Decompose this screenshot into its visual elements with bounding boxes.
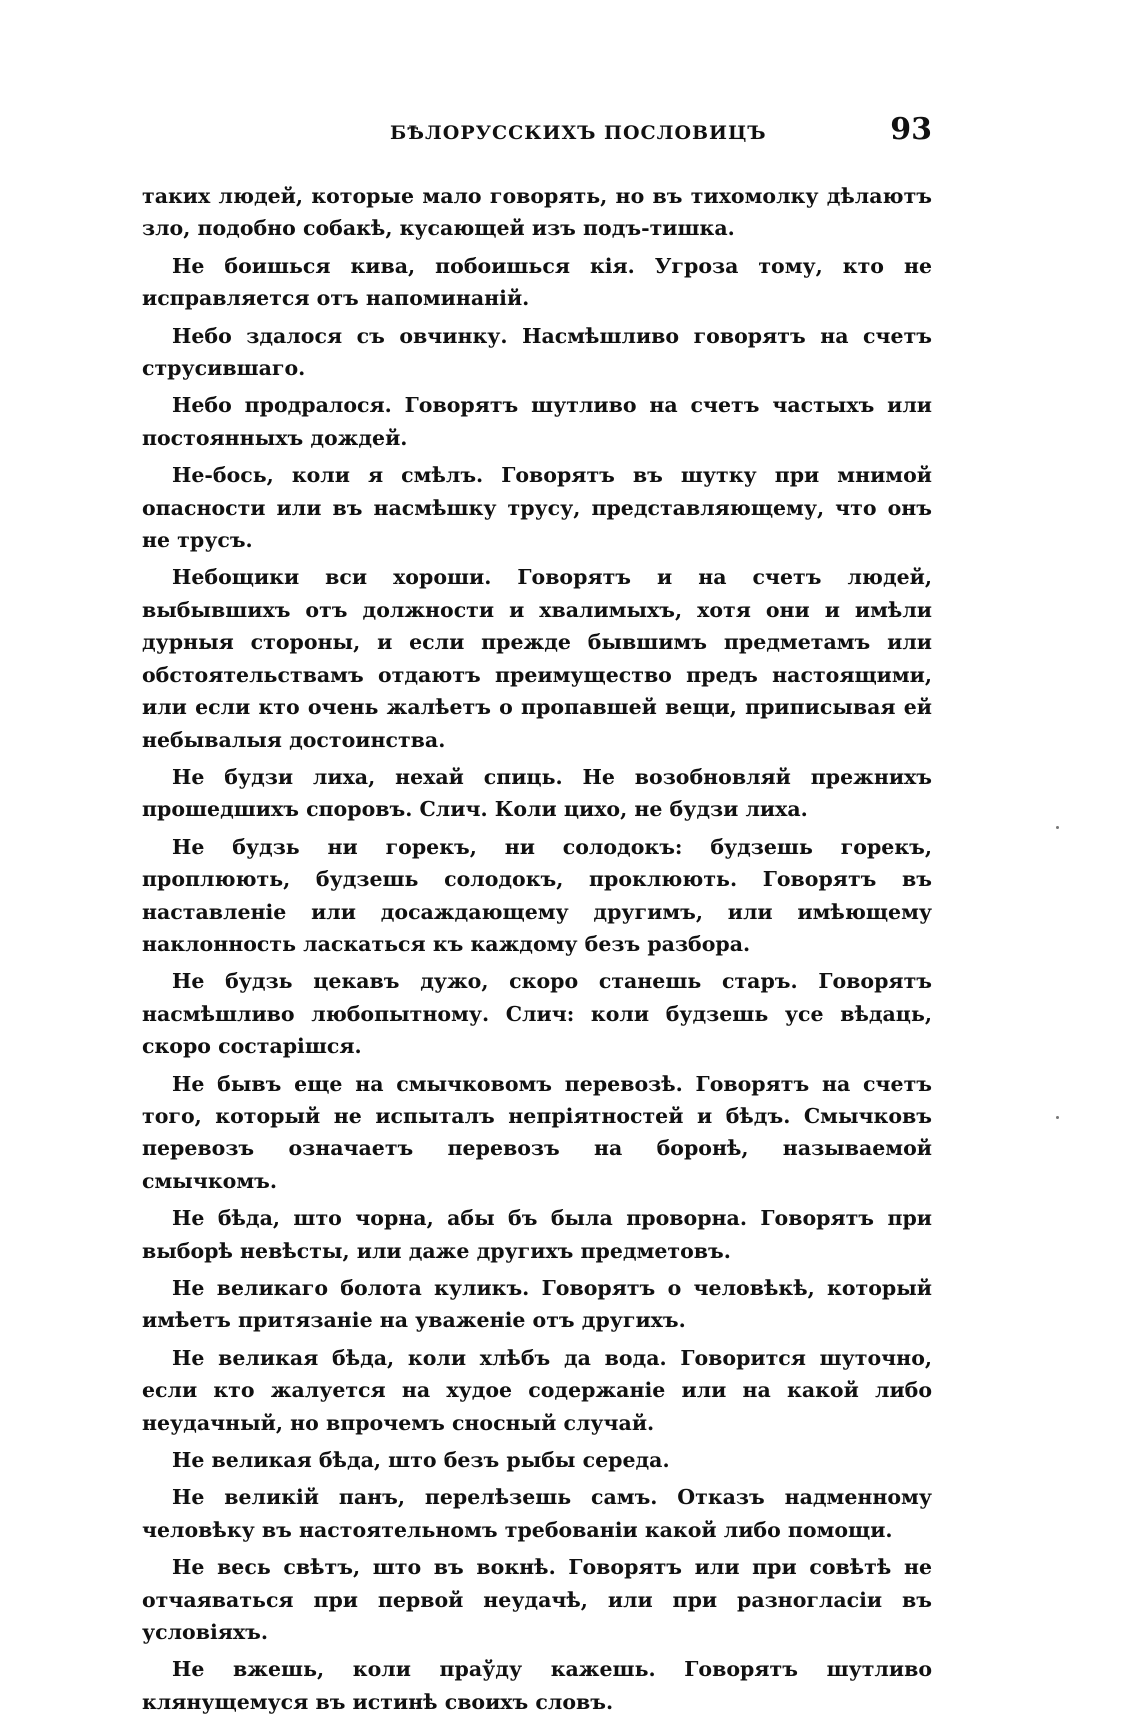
proverb-entry: Небощики вси хороши. Говорятъ и на счетъ людей, выбывшихъ отъ должности и хвалимыхъ, хотя они и имѣли дурныя стороны, и если прежде бывшимъ предметамъ или обстоятельствамъ отдаютъ преимущество предъ настоящими, или если кто очень жалѣетъ о пропавшей вещи, приписывая ей небывалыя достоинства. — [142, 565, 932, 752]
proverb-entry: Не великая бѣда, коли хлѣбъ да вода. Говорится шуточно, если кто жалуется на худое содержаніе или на какой либо неудачный, но впрочемъ сносный случай. — [142, 1345, 932, 1435]
proverb-entry: Не будзь ни горекъ, ни солодокъ: будзешь горекъ, проплюють, будзешь солодокъ, проклюють. Говорятъ въ наставленіе или досаждающему другимъ, или имѣющему наклонность ласкаться къ каждому безъ разбора. — [142, 834, 932, 956]
running-title: БѢЛОРУССКИХЪ ПОСЛОВИЦЪ — [390, 122, 767, 144]
proverb-entry: Не бѣда, што чорна, абы бъ была проворна. Говорятъ при выборѣ невѣсты, или даже другихъ предметовъ. — [142, 1206, 932, 1263]
proverb-entry: Не великій панъ, перелѣзешь самъ. Отказъ надменному человѣку въ настоятельномъ требованіи какой либо помощи. — [142, 1485, 932, 1542]
proverb-entry: Не боишься кива, побоишься кія. Угроза тому, кто не исправляется отъ напоминаній. — [142, 253, 932, 311]
paragraph-continued: таких людей, которые мало говорять, но въ тихомолку дѣлаютъ зло, подобно собакѣ, кусающей изъ подъ-тишка. — [142, 184, 932, 241]
proverb-entry: Не будзь цекавъ дужо, скоро станешь старъ. Говорятъ насмѣшливо любопытному. Слич: коли будзешь усе вѣдаць, скоро состарішся. — [142, 969, 932, 1059]
body-text — [142, 180, 932, 1723]
proverb-entry: Не-бось, коли я смѣлъ. Говорятъ въ шутку при мнимой опасности или въ насмѣшку трусу, представляющему, что онъ не трусъ. — [142, 463, 932, 553]
proverb-entry: Не вжешь, коли праўду кажешь. Говорятъ шутливо клянущемуся въ истинѣ своихъ словъ. — [142, 1657, 932, 1714]
margin-speck — [1056, 1116, 1059, 1119]
proverb-entry: Не весь свѣтъ, што въ вокнѣ. Говорятъ или при совѣтѣ не отчаяваться при первой неудачѣ, или при разногласіи въ условіяхъ. — [142, 1555, 932, 1645]
page-number: 93 — [890, 112, 932, 147]
proverb-entry: Не великаго болота куликъ. Говорятъ о человѣкѣ, который имѣетъ притязаніе на уваженіе отъ другихъ. — [142, 1276, 932, 1333]
proverb-entry: Не бывъ еще на смычковомъ перевозѣ. Говорятъ на счетъ того, который не испыталъ непріятностей и бѣдъ. Смычковъ перевозъ означаетъ перевозъ на боронѣ, называемой смычкомъ. — [142, 1071, 932, 1193]
page-header — [142, 112, 932, 156]
margin-speck — [1056, 826, 1059, 829]
proverb-entry: Небо продралося. Говорятъ шутливо на счетъ частыхъ или постоянныхъ дождей. — [142, 393, 932, 450]
proverb-entry: Небо здалося съ овчинку. Насмѣшливо говорятъ на счетъ струсившаго. — [142, 323, 932, 381]
proverb-entry: Не великая бѣда, што безъ рыбы середа. — [172, 1448, 670, 1473]
proverb-entry: Не будзи лиха, нехай спиць. Не возобновляй прежнихъ прошедшихъ споровъ. Слич. Коли цихо, не будзи лиха. — [142, 764, 932, 822]
